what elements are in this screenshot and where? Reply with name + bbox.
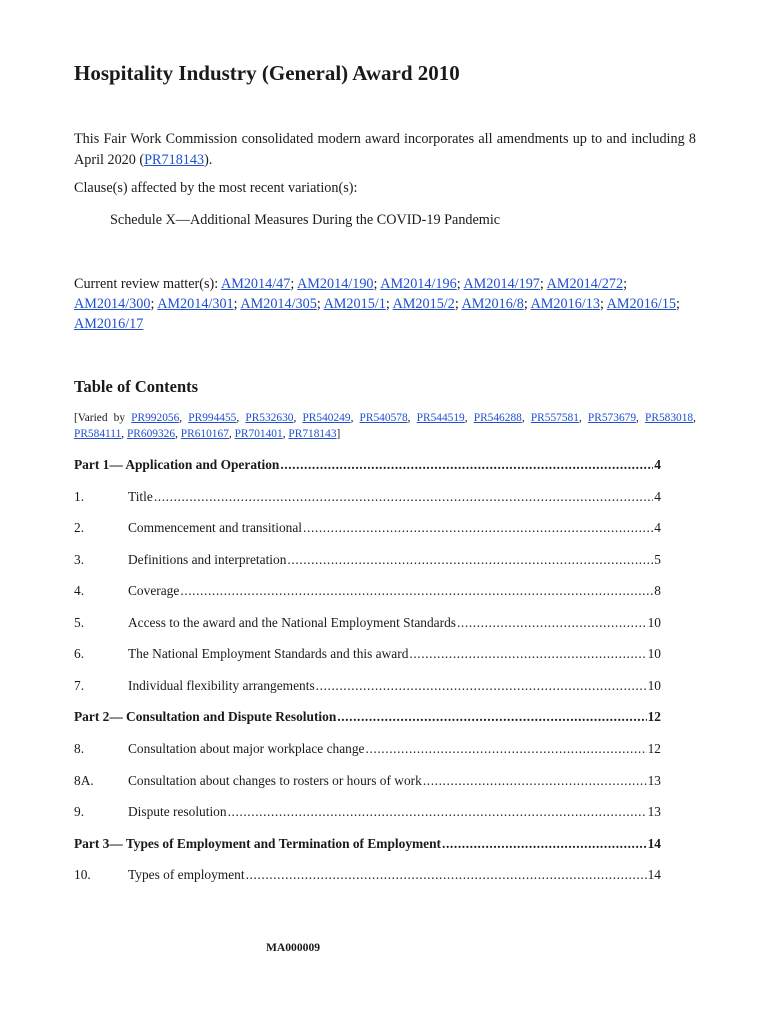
toc-clause-entry[interactable] xyxy=(74,865,661,885)
toc-entry-number: 4. xyxy=(74,583,85,599)
toc-entry-number: 7. xyxy=(74,677,85,693)
toc-dot-leader xyxy=(180,581,653,601)
varied-prefix: [Varied by xyxy=(74,412,132,424)
toc-entry-page: 10 xyxy=(647,646,661,662)
varied-pr-link[interactable]: PR544519 xyxy=(416,412,465,424)
toc-entry-title: Coverage xyxy=(128,583,180,599)
varied-pr-link[interactable]: PR546288 xyxy=(473,412,522,424)
varied-pr-link[interactable]: PR609326 xyxy=(126,428,176,440)
toc-entry-number: 8. xyxy=(74,740,85,756)
toc-clause-entry[interactable] xyxy=(74,487,661,507)
toc-entry-page: 4 xyxy=(654,457,661,472)
review-matter-link[interactable]: AM2014/272 xyxy=(546,276,624,292)
toc-dot-leader xyxy=(246,865,647,885)
toc-heading: Table of Contents xyxy=(74,377,199,396)
review-matter-link[interactable]: AM2015/2 xyxy=(392,296,455,312)
toc-clause-entry[interactable] xyxy=(74,613,661,633)
toc-dot-leader xyxy=(366,739,647,759)
toc-dot-leader xyxy=(280,455,653,475)
toc-clause-entry[interactable] xyxy=(74,739,661,759)
review-matter-link[interactable]: AM2014/300 xyxy=(74,296,151,312)
varied-pr-link[interactable]: PR994455 xyxy=(188,412,237,424)
toc-entry-page: 14 xyxy=(647,835,661,851)
review-matter-link[interactable]: AM2014/197 xyxy=(463,276,540,292)
toc-entry-title: Access to the award and the National Employment Standards xyxy=(128,614,456,630)
toc-entry-page: 12 xyxy=(647,740,661,756)
varied-pr-link[interactable]: PR557581 xyxy=(530,412,579,424)
toc-entry-page: 10 xyxy=(647,614,661,630)
toc-entry-page: 4 xyxy=(654,520,661,536)
toc-dot-leader xyxy=(442,834,647,854)
review-matter-link[interactable]: AM2016/8 xyxy=(461,296,524,312)
toc-entry-page: 13 xyxy=(647,772,661,788)
toc-clause-entry[interactable] xyxy=(74,676,661,696)
toc-entry-title: The National Employment Standards and this award xyxy=(128,646,409,662)
varied-by-list: [Varied by PR992056, PR994455, PR532630, PR540249, PR540578, PR544519, PR546288, PR557581, PR573679, PR583018, PR584111, PR609326, PR610167, PR701401, PR718143] xyxy=(74,412,696,440)
toc-clause-entry[interactable] xyxy=(74,644,661,664)
toc-clause-entry[interactable] xyxy=(74,771,661,791)
varied-pr-link[interactable]: PR540578 xyxy=(359,412,408,424)
varied-pr-link[interactable]: PR701401 xyxy=(234,428,283,440)
toc-entry-page: 8 xyxy=(654,583,661,599)
varied-pr-link[interactable]: PR992056 xyxy=(131,412,180,424)
toc-clause-entry[interactable] xyxy=(74,518,661,538)
affected-clause-item: Schedule X—Additional Measures During the COVID-19 Pandemic xyxy=(110,212,501,228)
toc-entry-title: Definitions and interpretation xyxy=(128,551,287,567)
toc-entry-number: 2. xyxy=(74,520,85,536)
review-matter-link[interactable]: AM2014/190 xyxy=(297,276,374,292)
toc-clause-entry[interactable] xyxy=(74,550,661,570)
toc-entry-number: 1. xyxy=(74,488,85,504)
toc-dot-leader xyxy=(316,676,647,696)
toc-dot-leader xyxy=(154,487,653,507)
toc-entry-page: 13 xyxy=(647,804,661,820)
toc-clause-entry[interactable] xyxy=(74,802,661,822)
toc-clause-entry[interactable] xyxy=(74,581,661,601)
toc-entry-title: Part 2— Consultation and Dispute Resolution xyxy=(74,709,337,725)
toc-entry-title: Part 1— Application and Operation xyxy=(74,457,280,472)
review-matter-link[interactable]: AM2015/1 xyxy=(323,296,386,312)
page-title: Hospitality Industry (General) Award 2010 xyxy=(74,61,460,85)
review-matter-link[interactable]: AM2014/305 xyxy=(240,296,317,312)
toc-entry-page: 12 xyxy=(647,709,661,725)
toc-dot-leader xyxy=(409,644,646,664)
intro-text-end: ). xyxy=(204,151,213,168)
toc-entry-title: Part 3— Types of Employment and Termination of Employment xyxy=(74,835,442,851)
review-matter-link[interactable]: AM2014/47 xyxy=(220,276,291,292)
review-matter-link[interactable]: AM2014/301 xyxy=(157,296,234,312)
intro-paragraph xyxy=(74,129,696,170)
intro-pr-link[interactable]: PR718143 xyxy=(144,151,205,168)
review-matters: Current review matter(s): AM2014/47; AM2014/190; AM2014/196; AM2014/197; AM2014/272; AM2014/300; AM2014/301; AM2014/305; AM2015/1; AM2015/2; AM2016/8; AM2016/13; AM2016/15; AM2016/17 xyxy=(74,276,680,332)
toc-dot-leader xyxy=(423,771,647,791)
varied-pr-link[interactable]: PR540249 xyxy=(302,412,351,424)
toc-entry-number: 5. xyxy=(74,614,85,630)
toc-entry-title: Types of employment xyxy=(128,867,245,883)
toc-entry-title: Consultation about changes to rosters or hours of work xyxy=(128,772,422,788)
review-label: Current review matter(s): xyxy=(74,276,221,292)
toc-entry-number: 3. xyxy=(74,551,85,567)
varied-pr-link[interactable]: PR584111 xyxy=(74,428,122,440)
toc-dot-leader xyxy=(337,707,646,727)
toc-entry-number: 6. xyxy=(74,646,85,662)
toc-dot-leader xyxy=(457,613,647,633)
varied-pr-link[interactable]: PR583018 xyxy=(645,412,694,424)
toc-part-entry[interactable] xyxy=(74,455,661,475)
review-matter-link[interactable]: AM2016/15 xyxy=(606,296,677,312)
toc-dot-leader xyxy=(287,550,653,570)
toc-part-entry[interactable] xyxy=(74,707,661,727)
toc-entry-title: Dispute resolution xyxy=(128,804,227,820)
toc-entry-number: 10. xyxy=(74,867,91,883)
document-code: MA000009 xyxy=(265,941,321,954)
toc-dot-leader xyxy=(228,802,647,822)
review-matter-link[interactable]: AM2016/17 xyxy=(74,316,144,332)
review-matter-link[interactable]: AM2014/196 xyxy=(380,276,457,292)
toc-entry-number: 9. xyxy=(74,804,85,820)
review-matter-link[interactable]: AM2016/13 xyxy=(530,296,600,312)
toc-entry-page: 4 xyxy=(654,488,661,504)
varied-pr-link[interactable]: PR573679 xyxy=(587,412,637,424)
varied-pr-link[interactable]: PR532630 xyxy=(245,412,294,424)
toc-entry-title: Title xyxy=(128,488,153,504)
toc-part-entry[interactable] xyxy=(74,834,661,854)
varied-pr-link[interactable]: PR718143 xyxy=(288,428,337,440)
affected-clauses-label: Clause(s) affected by the most recent variation(s): xyxy=(74,180,358,196)
varied-suffix: ] xyxy=(336,428,341,440)
toc-entry-page: 10 xyxy=(647,677,661,693)
toc-entry-title: Commencement and transitional xyxy=(128,520,303,536)
intro-text: This Fair Work Commission consolidated modern award incorporates all amendments up to and including 8 April 2020 ( xyxy=(74,131,696,168)
toc-entry-page: 14 xyxy=(647,867,661,883)
toc-entry-number: 8A. xyxy=(74,772,94,788)
toc-dot-leader xyxy=(303,518,653,538)
toc-entry-title: Individual flexibility arrangements xyxy=(128,677,315,693)
toc-entry-title: Consultation about major workplace change xyxy=(128,740,365,756)
varied-pr-link[interactable]: PR610167 xyxy=(180,428,229,440)
toc-entry-page: 5 xyxy=(654,551,661,567)
